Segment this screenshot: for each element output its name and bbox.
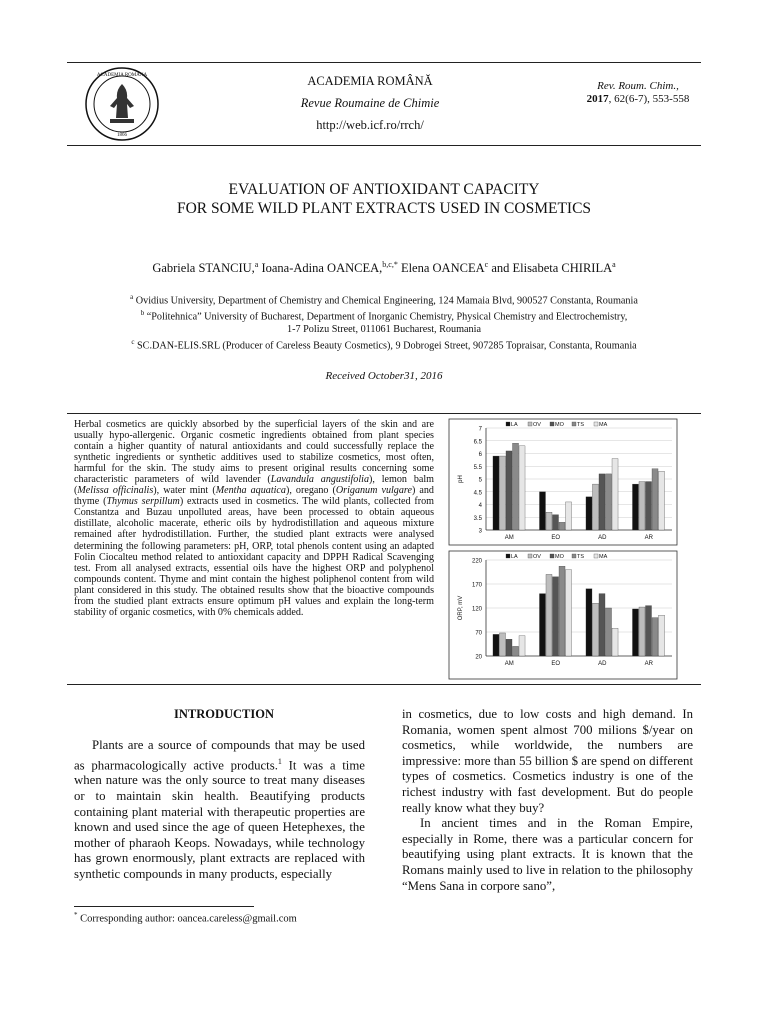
legend-label: MO	[555, 554, 564, 560]
abstract-bottom-rule	[67, 684, 701, 685]
header-bottom-rule	[67, 145, 701, 146]
x-tick-label: AR	[644, 535, 653, 541]
svg-text:ACADEMIA ROMANA: ACADEMIA ROMANA	[96, 73, 148, 78]
y-tick-label: 7	[478, 426, 482, 433]
bar	[559, 566, 565, 656]
bar	[519, 446, 525, 530]
bar	[645, 606, 651, 656]
journal-url[interactable]: http://web.icf.ro/rrch/	[316, 118, 424, 132]
legend-label: MA	[599, 422, 608, 428]
x-tick-label: AM	[504, 661, 514, 667]
bar	[566, 502, 572, 530]
bar	[606, 474, 612, 530]
y-tick-label: 3.5	[473, 515, 482, 522]
footnote-rule	[74, 906, 254, 907]
intro-paragraph: in cosmetics, due to low costs and high demand. In Romania, women spent almost 700 milions $/year on cosmetics, while worldwide, the numbers are impressive: more than 55 billion $ are spend on different types of cosmetics. Cosmetics industry is one of the richest industry with fast development. But do people really know what they buy?	[402, 707, 693, 815]
y-tick-label: 3	[478, 528, 482, 535]
bar	[632, 609, 638, 656]
legend-label: TS	[577, 554, 585, 560]
y-axis-label: pH	[458, 475, 464, 483]
graphical-abstract-charts	[448, 418, 678, 680]
legend-label: OV	[533, 422, 541, 428]
academy-name: ACADEMIA ROMÂNĂ	[307, 74, 433, 88]
citation-details: 2017, 62(6-7), 553-558	[586, 93, 690, 105]
bar	[639, 607, 645, 656]
bar	[559, 522, 565, 530]
legend-label: LA	[511, 554, 518, 560]
bar	[652, 618, 658, 656]
legend-swatch	[594, 422, 598, 426]
x-tick-label: EO	[551, 661, 561, 667]
legend-label: LA	[511, 422, 518, 428]
affiliation-a: $^a$ Ovidius University, Department of Chemistry and Chemical Engineering, 124 Mamaia Blvd, 900527 Constanta, Roumania	[130, 293, 638, 307]
bar	[499, 633, 505, 656]
intro-paragraph: Plants are a source of compounds that may be used as pharmacologically active products.$^1$ It was a time when nature was the only source to treat many diseases or to maintain skin health. Beautifying products containing plant material with therapeutic properties are known and used since the age of queen Hetephexes, the mother of pharaoh Keops. Nowadays, while technology has grown enormously, plant extracts are replaced with synthetic compounds in many products, especially	[74, 738, 365, 882]
y-tick-label: 170	[471, 582, 482, 589]
legend-swatch	[572, 554, 576, 558]
x-tick-label: AD	[598, 661, 607, 667]
legend-label: MO	[555, 422, 564, 428]
bar	[546, 574, 552, 656]
citation-block	[568, 80, 708, 106]
y-tick-label: 70	[475, 630, 482, 637]
svg-text:1866: 1866	[117, 133, 127, 138]
bar	[586, 589, 592, 656]
y-tick-label: 5	[478, 477, 482, 484]
legend-swatch	[528, 554, 532, 558]
section-heading-introduction: INTRODUCTION	[173, 707, 274, 721]
y-tick-label: 4	[478, 503, 482, 509]
legend-label: OV	[533, 554, 541, 560]
bar	[539, 594, 545, 656]
affiliation-c: $^c$ SC.DAN-ELIS.SRL (Producer of Careless Beauty Cosmetics), 9 Dobrogei Street, 907285 Topraisar, Constanta, Roumania	[131, 337, 637, 352]
bar	[606, 608, 612, 656]
bar	[499, 456, 505, 530]
received-date: Received October31, 2016	[325, 370, 443, 382]
bar	[599, 474, 605, 530]
abstract-text: Herbal cosmetics are quickly absorbed by the superficial layers of the skin and are usually hypo-allergenic. Organic cosmetic ingredients obtained from plant species contain a higher quantity of natural antioxidants and could successfully replace the synthetic ingredients or synthetic additives used to stabilize cosmetics, most often, harmful for the skin. The study aims to present original results concerning some characteristic parameters of wild lavender (Lavandula angustifolia), lemon balm (Melissa officinalis), water mint (Mentha aquatica), oregano (Origanum vulgare) and thyme (Thymus serpillum) extracts used in cosmetics. The wild plants, collected from Constantza and Buzau unpolluted areas, have been processed to obtain aqueous distillate, alcoholic macerate, etheric oils by hydrodistillation and aqueous mixture remained after hydrodistillation. Further, the studied plant extracts were analysed determining the following parameters: pH, ORP, total phenols content using an adapted Folin Ciocalteu method related to antioxidant capacity and DPPH Radical Scavenging test. From all analysed extracts, essential oils have the highest ORP and polyphenol compounds content. Thyme and mint contain the highest poliphenol content from wild plant considered in this study. The obtained results show that the bioactive compounds from the studied plant extracts ensure optimum pH values and explain the long-term stability of organic cosmetics, with 0% chemicals added.	[74, 419, 434, 618]
y-tick-label: 6.5	[473, 439, 482, 446]
affiliation-b-cont: 1-7 Polizu Street, 011061 Bucharest, Roumania	[287, 323, 481, 335]
bar	[493, 456, 499, 530]
journal-header	[230, 70, 510, 136]
bar	[632, 484, 638, 530]
legend-swatch	[506, 422, 510, 426]
bar	[652, 469, 658, 530]
legend-swatch	[528, 422, 532, 426]
bar	[566, 570, 572, 656]
y-tick-label: 5.5	[473, 464, 482, 471]
corresponding-author-footnote: * Corresponding author: oancea.careless@gmail.com	[74, 911, 297, 925]
bar	[513, 443, 519, 530]
bar	[506, 451, 512, 530]
y-axis-label: ORP, mV	[458, 595, 464, 621]
bar	[592, 484, 598, 530]
bar	[659, 615, 665, 656]
citation-journal: Rev. Roum. Chim.,	[597, 80, 679, 92]
bar	[659, 471, 665, 530]
bar	[552, 577, 558, 656]
intro-column-right	[402, 707, 693, 894]
header-top-rule	[67, 62, 701, 63]
y-tick-label: 220	[471, 558, 482, 565]
bar	[645, 482, 651, 530]
bar	[586, 497, 592, 530]
legend-swatch	[594, 554, 598, 558]
bar	[552, 515, 558, 530]
bar	[639, 482, 645, 530]
legend-swatch	[572, 422, 576, 426]
legend-label: TS	[577, 422, 585, 428]
intro-column-left	[74, 738, 365, 883]
y-tick-label: 4.5	[473, 490, 482, 497]
x-tick-label: AD	[598, 535, 607, 541]
bar	[506, 639, 512, 656]
bar	[612, 628, 618, 656]
abstract-top-rule	[67, 413, 701, 414]
affiliations	[60, 291, 708, 352]
x-tick-label: AM	[504, 535, 514, 541]
y-tick-label: 6	[478, 452, 482, 458]
academy-seal-logo	[84, 66, 160, 142]
y-tick-label: 120	[471, 606, 482, 613]
paper-title: EVALUATION OF ANTIOXIDANT CAPACITY FOR SOME WILD PLANT EXTRACTS USED IN COSMETICS	[176, 181, 592, 217]
bar	[599, 594, 605, 656]
legend-swatch	[550, 554, 554, 558]
bar	[519, 636, 525, 656]
journal-name: Revue Roumaine de Chimie	[300, 96, 440, 110]
legend-swatch	[506, 554, 510, 558]
bar	[546, 512, 552, 530]
bar	[513, 646, 519, 656]
bar	[592, 603, 598, 656]
author-list: Gabriela STANCIU,$^a$ Ioana-Adina OANCEA,$^{b,c,*}$ Elena OANCEA$^c$ and Elisabeta CHIRILA$^a$	[152, 260, 616, 276]
y-tick-label: 20	[475, 654, 482, 661]
intro-paragraph: In ancient times and in the Roman Empire, especially in Rome, there was a particular concern for beautifying using plant extracts. It is known that the Romans mainly used to live in relation to the philosophy “Mens Sana in corpore sano”,	[402, 816, 693, 893]
bar	[493, 634, 499, 656]
legend-label: MA	[599, 554, 608, 560]
x-tick-label: EO	[551, 535, 561, 541]
legend-swatch	[550, 422, 554, 426]
bar	[539, 492, 545, 530]
affiliation-b: $^b$ “Politehnica” University of Bucharest, Department of Inorganic Chemistry, Physical Chemistry and Electrochemistry,	[140, 309, 628, 323]
x-tick-label: AR	[644, 661, 653, 667]
bar	[612, 459, 618, 530]
